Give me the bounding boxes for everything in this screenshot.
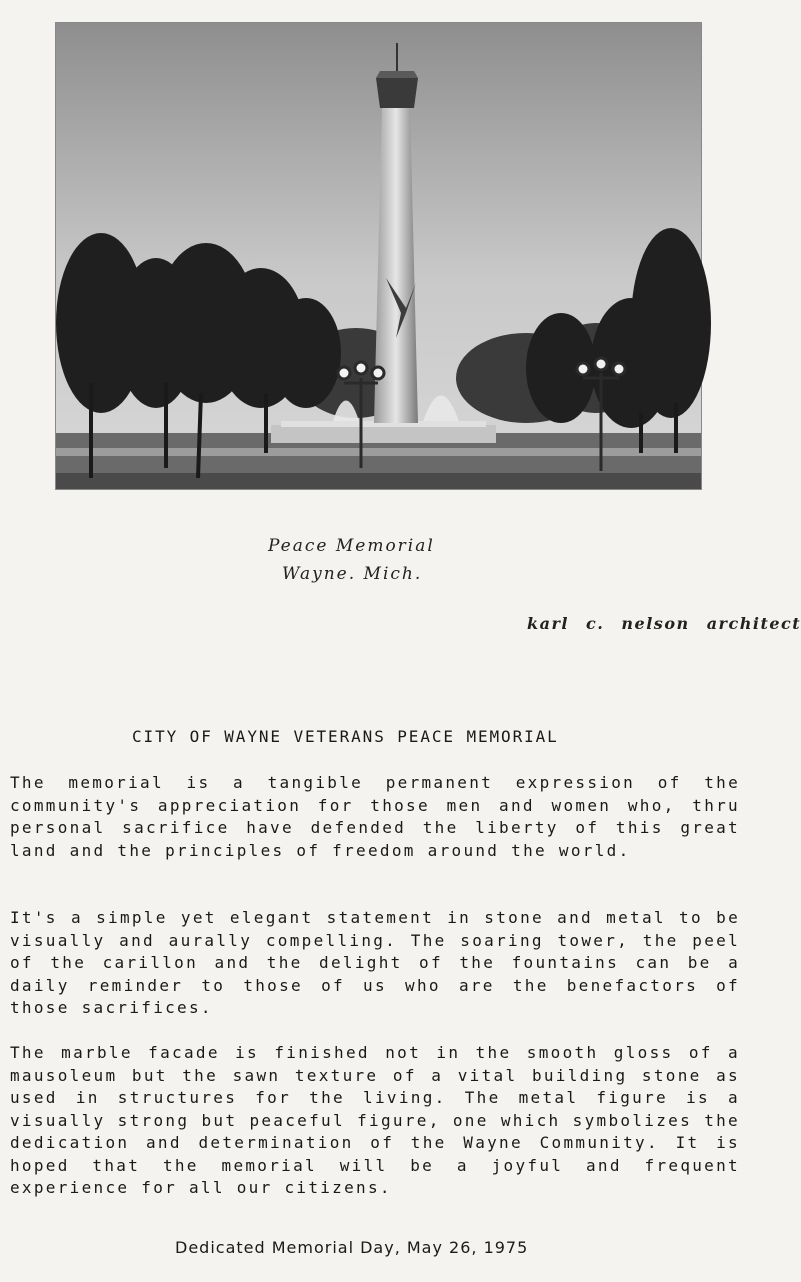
memorial-photo-graphic xyxy=(56,23,701,489)
paragraph-2: It's a simple yet elegant statement in stone and metal to be visually and aurally compelling. The soaring tower, the peel of the carillon and the delight of the fountains can be a daily reminder to those of us who are the benefactors of those sacrifices. xyxy=(10,908,740,1017)
memorial-photo xyxy=(55,22,702,490)
paragraph-3: The marble facade is finished not in the smooth gloss of a mausoleum but the sawn texture of a vital building stone as used in structures for the living. The metal figure is a visually strong but peaceful figure, one which symbolizes the dedication and determination of the Wayne Community. It is hoped that the memorial will be a joyful and frequent experience for all our citizens. xyxy=(10,1043,740,1197)
architect-credit: karl c. nelson architect xyxy=(527,614,801,633)
caption-title: Peace Memorial xyxy=(268,536,435,556)
document-heading: CITY OF WAYNE VETERANS PEACE MEMORIAL xyxy=(132,727,559,746)
paragraph-1: The memorial is a tangible permanent expression of the community's appreciation for those men and women who, thru personal sacrifice have defended the liberty of this great land and the principles of freedom around the world. xyxy=(10,773,740,860)
caption-location: Wayne. Mich. xyxy=(282,564,423,584)
dedication-line: Dedicated Memorial Day, May 26, 1975 xyxy=(175,1238,529,1257)
